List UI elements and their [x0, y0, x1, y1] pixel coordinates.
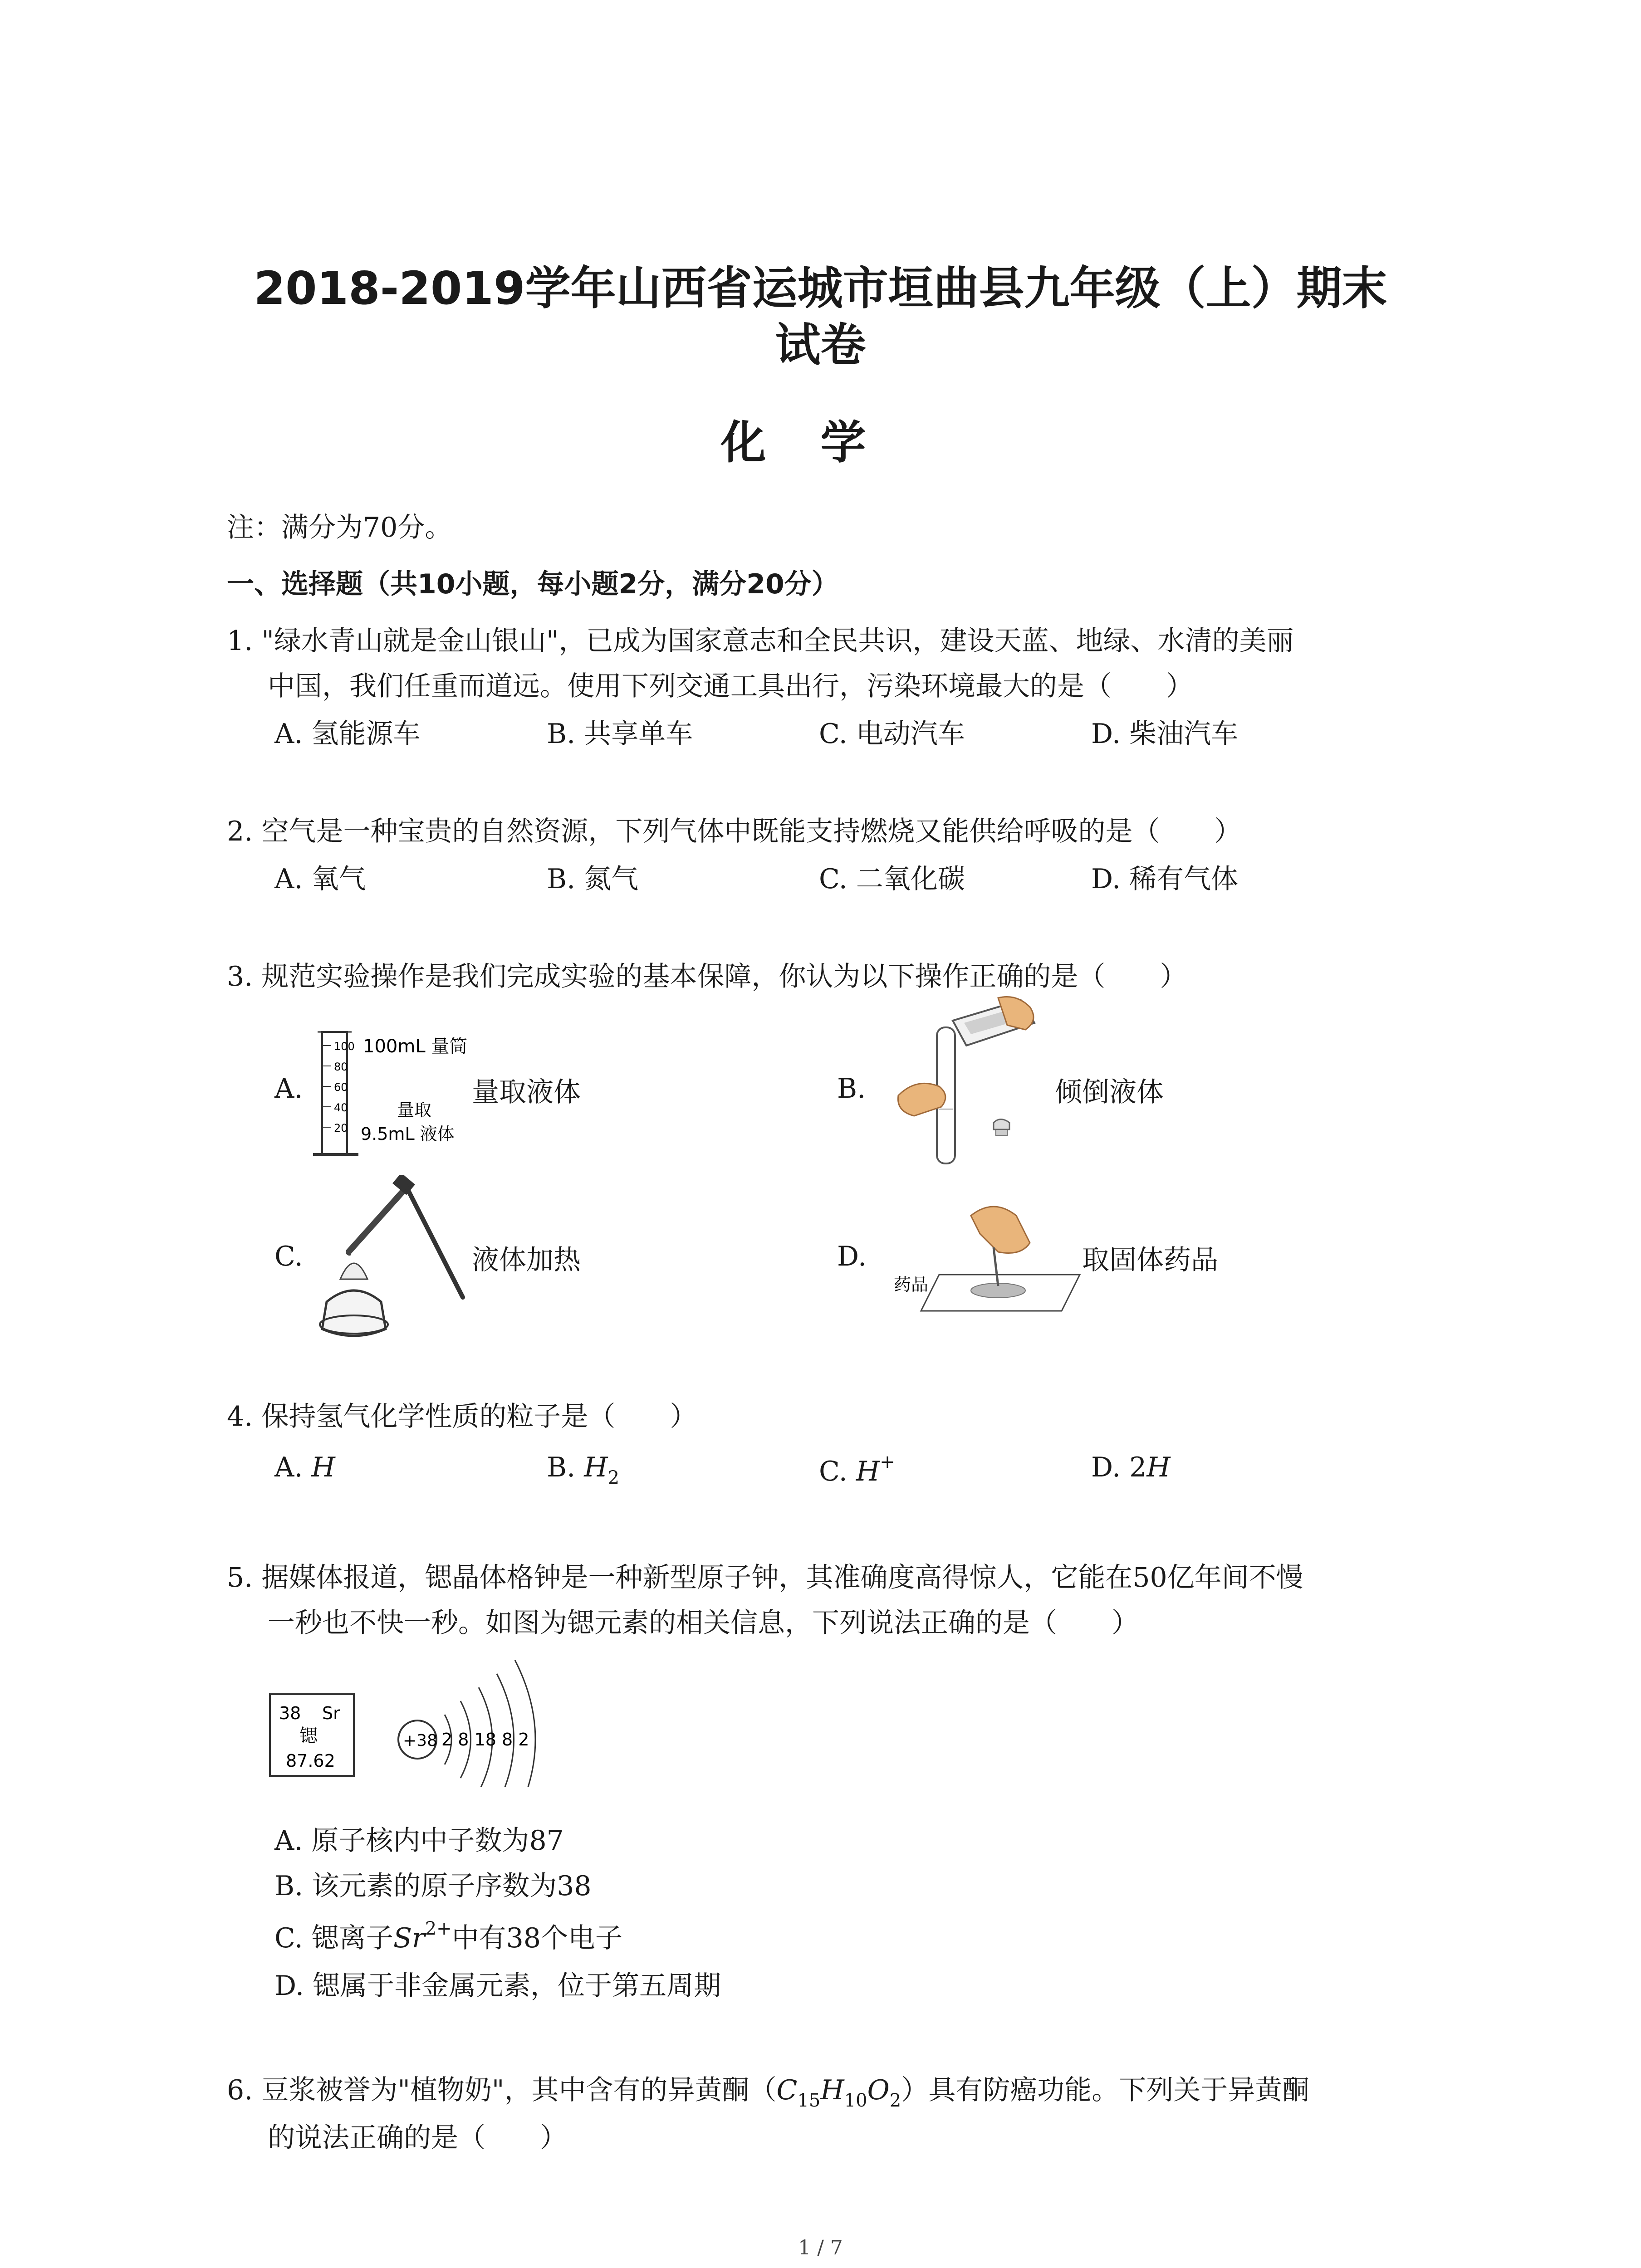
q6-text-suffix: ）具有防癌功能。下列关于异黄酮 — [901, 2074, 1310, 2106]
element-atomic-mass: 87.62 — [286, 1751, 335, 1771]
q4-option-c-symbol: H — [856, 1456, 880, 1487]
q2-option-d: D. 稀有气体 — [1091, 863, 1239, 895]
q5-option-c-suffix: 中有38个电子 — [451, 1922, 623, 1954]
q4-option-a — [274, 1452, 335, 1483]
pouring-liquid-figure — [885, 996, 1062, 1177]
q6-text-line-2: 的说法正确的是（ ） — [268, 2122, 567, 2154]
strontium-element-figure — [265, 1642, 547, 1787]
drug-label: 药品 — [894, 1275, 929, 1295]
q4-option-b — [547, 1452, 619, 1488]
q1-option-d: D. 柴油汽车 — [1091, 718, 1239, 750]
q1-text-line-2: 中国，我们任重而道远。使用下列交通工具出行，污染环境最大的是（ ） — [268, 670, 1193, 702]
q5-option-a: A. 原子核内中子数为87 — [274, 1825, 564, 1857]
cylinder-tick-20: 20 — [334, 1122, 348, 1134]
title-line-1: 2018-2019学年山西省运城市垣曲县九年级（上）期末 — [254, 262, 1387, 315]
q6-text-prefix: 6. 豆浆被誉为"植物奶"，其中含有的异黄酮（ — [227, 2074, 777, 2106]
q3-option-b-text: 倾倒液体 — [1055, 1076, 1164, 1108]
nucleus-charge: +38 — [403, 1731, 437, 1750]
cylinder-tick-60: 60 — [334, 1081, 348, 1094]
q4-option-c-superscript: + — [880, 1452, 895, 1472]
q4-option-d-coefficient: 2 — [1129, 1452, 1147, 1483]
element-atomic-number: 38 — [279, 1703, 301, 1723]
q3-option-b-letter: B. — [837, 1073, 866, 1105]
element-symbol: Sr — [322, 1703, 340, 1723]
q3-option-c-letter: C. — [274, 1241, 303, 1272]
q4-option-d-letter: D. — [1091, 1452, 1121, 1483]
q3-option-d-letter: D. — [837, 1241, 867, 1272]
cylinder-tick-80: 80 — [334, 1061, 348, 1073]
q5-option-c — [274, 1916, 622, 1955]
q3-option-c-text: 液体加热 — [472, 1244, 581, 1276]
q2-text: 2. 空气是一种宝贵的自然资源，下列气体中既能支持燃烧又能供给呼吸的是（ ） — [227, 816, 1242, 847]
section-heading: 一、选择题（共10小题，每小题2分，满分20分） — [227, 568, 839, 600]
q4-option-b-subscript: 2 — [607, 1467, 620, 1488]
heating-liquid-figure — [313, 1175, 476, 1343]
q1-option-a: A. 氢能源车 — [274, 718, 421, 750]
formula-c-count: 15 — [797, 2090, 821, 2111]
q3-text: 3. 规范实验操作是我们完成实验的基本保障，你认为以下操作正确的是（ ） — [227, 961, 1187, 992]
cylinder-tick-40: 40 — [334, 1101, 348, 1114]
q4-option-d — [1091, 1452, 1171, 1483]
q5-option-c-charge: 2+ — [425, 1918, 452, 1939]
cylinder-note-2: 9.5mL 液体 — [361, 1124, 455, 1144]
electron-shells: 2 8 18 8 2 — [441, 1730, 529, 1750]
q5-text-line-1: 5. 据媒体报道，锶晶体格钟是一种新型原子钟，其准确度高得惊人，它能在50亿年间不慢 — [227, 1562, 1303, 1593]
q1-option-c: C. 电动汽车 — [819, 718, 965, 750]
page-number: 1 / 7 — [798, 2236, 843, 2259]
cylinder-tick-100: 100 — [334, 1040, 355, 1053]
q4-option-d-symbol: H — [1146, 1452, 1171, 1483]
q5-text-line-2: 一秒也不快一秒。如图为锶元素的相关信息，下列说法正确的是（ ） — [268, 1607, 1139, 1639]
formula-o: O — [867, 2074, 890, 2106]
q5-option-d: D. 锶属于非金属元素，位于第五周期 — [274, 1970, 721, 2002]
element-name: 锶 — [299, 1725, 318, 1746]
q3-option-a-text: 量取液体 — [472, 1076, 581, 1108]
q4-option-a-symbol: H — [311, 1452, 335, 1483]
formula-h-count: 10 — [844, 2090, 867, 2111]
q1-text-line-1: 1. "绿水青山就是金山银山"，已成为国家意志和全民共识，建设天蓝、地绿、水清的美丽 — [227, 625, 1294, 657]
formula-c: C — [776, 2074, 798, 2106]
q4-option-b-letter: B. — [547, 1452, 576, 1483]
q5-option-c-symbol: Sr — [393, 1922, 425, 1954]
q2-option-b: B. 氮气 — [547, 863, 639, 895]
q5-option-b: B. 该元素的原子序数为38 — [274, 1870, 592, 1902]
subject-title: 化学 — [720, 416, 921, 469]
formula-h: H — [820, 2074, 844, 2106]
q4-option-c — [819, 1452, 895, 1487]
q5-option-c-prefix: C. 锶离子 — [274, 1922, 393, 1954]
q1-option-b: B. 共享单车 — [547, 718, 693, 750]
q4-text: 4. 保持氢气化学性质的粒子是（ ） — [227, 1401, 697, 1432]
q4-option-b-symbol: H — [584, 1452, 608, 1483]
q3-option-a-letter: A. — [274, 1073, 303, 1105]
q4-option-c-letter: C. — [819, 1456, 847, 1487]
graduated-cylinder-figure — [313, 1023, 476, 1163]
cylinder-label: 100mL 量筒 — [363, 1036, 468, 1057]
title-line-2: 试卷 — [775, 318, 866, 371]
q6-text-line-1 — [227, 2068, 1309, 2111]
q2-option-c: C. 二氧化碳 — [819, 863, 965, 895]
note: 注：满分为70分。 — [227, 512, 452, 543]
q4-option-a-letter: A. — [274, 1452, 303, 1483]
formula-o-count: 2 — [889, 2090, 901, 2111]
taking-solid-figure — [885, 1198, 1089, 1320]
q2-option-a: A. 氧气 — [274, 863, 366, 895]
cylinder-note-1: 量取 — [397, 1100, 432, 1120]
q3-option-d-text: 取固体药品 — [1082, 1244, 1218, 1276]
